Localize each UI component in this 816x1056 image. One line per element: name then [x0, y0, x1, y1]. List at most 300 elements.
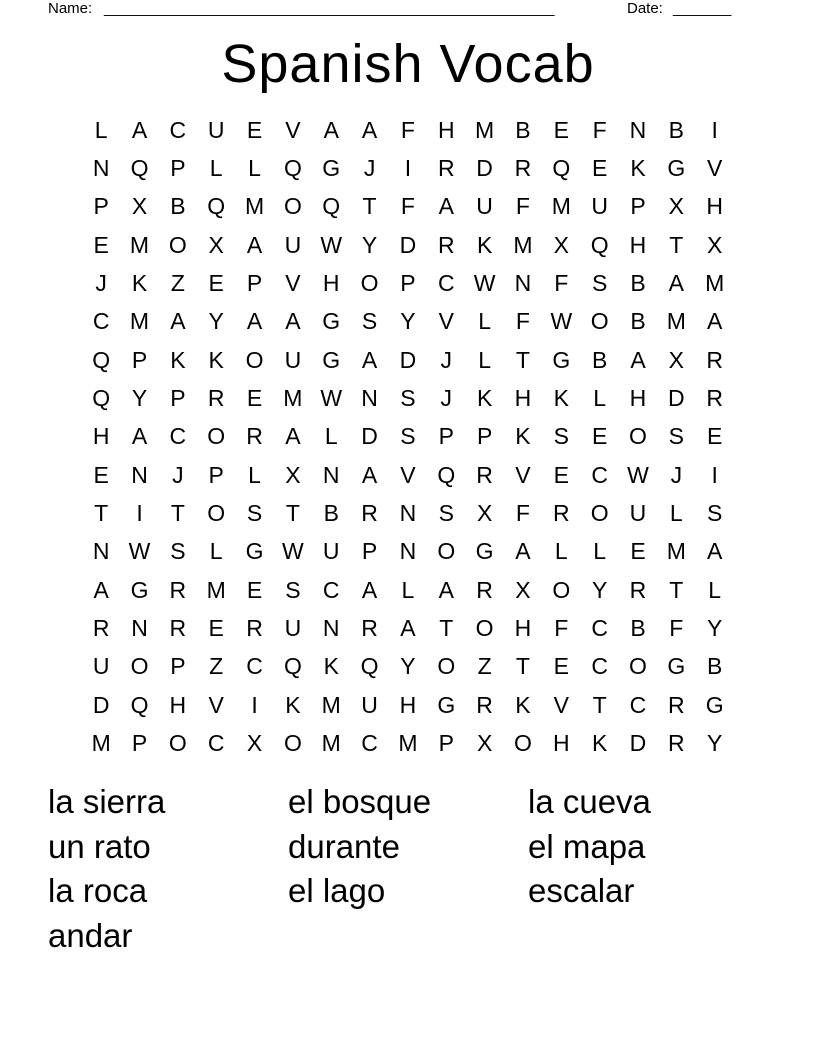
- grid-letter[interactable]: E: [246, 385, 263, 412]
- grid-letter[interactable]: N: [399, 500, 417, 527]
- grid-letter[interactable]: C: [591, 461, 608, 488]
- grid-letter[interactable]: M: [129, 231, 150, 258]
- grid-letter[interactable]: P: [438, 423, 454, 450]
- grid-letter[interactable]: Q: [322, 193, 341, 220]
- grid-letter[interactable]: O: [207, 500, 226, 527]
- grid-letter[interactable]: E: [553, 116, 569, 143]
- grid-letter[interactable]: K: [323, 653, 339, 680]
- grid-letter[interactable]: E: [246, 116, 263, 143]
- grid-letter[interactable]: A: [438, 193, 454, 220]
- grid-letter[interactable]: I: [404, 155, 412, 182]
- grid-letter[interactable]: O: [360, 270, 379, 297]
- grid-letter[interactable]: R: [169, 576, 187, 603]
- grid-letter[interactable]: P: [131, 730, 148, 757]
- grid-letter[interactable]: Q: [360, 653, 379, 680]
- grid-letter[interactable]: G: [667, 653, 686, 680]
- grid-letter[interactable]: E: [93, 231, 109, 258]
- grid-letter[interactable]: X: [131, 193, 148, 220]
- word-list-item: escalar: [528, 872, 635, 909]
- grid-letter[interactable]: R: [476, 576, 493, 603]
- grid-letter[interactable]: L: [593, 385, 607, 412]
- grid-letter[interactable]: C: [629, 691, 647, 718]
- grid-letter[interactable]: M: [206, 576, 226, 603]
- grid-letter[interactable]: X: [285, 461, 301, 488]
- grid-letter[interactable]: C: [591, 615, 608, 642]
- grid-letter[interactable]: T: [94, 500, 109, 527]
- grid-letter[interactable]: X: [553, 231, 569, 258]
- grid-letter[interactable]: E: [208, 270, 224, 297]
- grid-letter[interactable]: B: [707, 653, 723, 680]
- grid-letter[interactable]: R: [437, 155, 455, 182]
- grid-letter[interactable]: O: [629, 653, 647, 680]
- grid-letter[interactable]: J: [363, 155, 376, 182]
- grid-letter[interactable]: M: [398, 730, 418, 757]
- grid-letter[interactable]: K: [285, 691, 301, 718]
- grid-letter[interactable]: K: [170, 346, 186, 373]
- grid-letter[interactable]: S: [438, 500, 454, 527]
- grid-letter[interactable]: P: [93, 193, 109, 220]
- grid-letter[interactable]: O: [283, 193, 302, 220]
- grid-letter[interactable]: M: [91, 730, 111, 757]
- grid-letter[interactable]: U: [322, 538, 340, 565]
- grid-letter[interactable]: R: [207, 385, 225, 412]
- grid-letter[interactable]: M: [513, 231, 533, 258]
- grid-letter[interactable]: H: [437, 116, 455, 143]
- grid-letter[interactable]: U: [591, 193, 608, 220]
- grid-letter[interactable]: D: [668, 385, 685, 412]
- grid-letter[interactable]: M: [666, 308, 686, 335]
- grid-letter[interactable]: H: [514, 615, 532, 642]
- grid-letter[interactable]: G: [322, 308, 341, 335]
- grid-letter[interactable]: T: [669, 576, 684, 603]
- grid-letter[interactable]: L: [324, 423, 338, 450]
- grid-letter[interactable]: H: [552, 730, 570, 757]
- grid-letter[interactable]: A: [131, 423, 148, 450]
- grid-letter[interactable]: C: [437, 270, 455, 297]
- grid-letter[interactable]: V: [438, 308, 454, 335]
- grid-letter[interactable]: M: [321, 691, 341, 718]
- grid-letter[interactable]: P: [170, 385, 186, 412]
- grid-letter[interactable]: O: [168, 231, 187, 258]
- grid-letter[interactable]: G: [130, 576, 149, 603]
- grid-letter[interactable]: Y: [208, 308, 224, 335]
- grid-letter[interactable]: O: [283, 730, 302, 757]
- grid-letter[interactable]: R: [668, 730, 685, 757]
- grid-letter[interactable]: E: [208, 615, 224, 642]
- grid-letter[interactable]: B: [630, 615, 646, 642]
- grid-letter[interactable]: L: [708, 576, 722, 603]
- grid-letter[interactable]: L: [554, 538, 568, 565]
- grid-letter[interactable]: Y: [591, 576, 608, 603]
- grid-letter[interactable]: N: [92, 155, 110, 182]
- grid-letter[interactable]: Y: [707, 615, 723, 642]
- grid-letter[interactable]: F: [400, 193, 415, 220]
- grid-letter[interactable]: A: [361, 346, 378, 373]
- grid-letter[interactable]: X: [707, 231, 723, 258]
- grid-letter[interactable]: F: [515, 308, 530, 335]
- grid-letter[interactable]: R: [552, 500, 570, 527]
- grid-letter[interactable]: R: [246, 423, 263, 450]
- grid-letter[interactable]: S: [591, 270, 608, 297]
- grid-letter[interactable]: M: [244, 193, 265, 220]
- grid-letter[interactable]: T: [285, 500, 300, 527]
- name-label: Name:: [48, 0, 93, 17]
- grid-letter[interactable]: S: [707, 500, 723, 527]
- grid-letter[interactable]: W: [282, 538, 304, 565]
- grid-letter[interactable]: P: [246, 270, 263, 297]
- grid-letter[interactable]: O: [437, 653, 456, 680]
- grid-letter[interactable]: N: [399, 538, 417, 565]
- grid-letter[interactable]: D: [92, 691, 110, 718]
- grid-letter[interactable]: B: [515, 116, 531, 143]
- grid-letter[interactable]: L: [209, 538, 223, 565]
- grid-letter[interactable]: M: [129, 308, 150, 335]
- grid-letter[interactable]: O: [514, 730, 532, 757]
- grid-letter[interactable]: A: [246, 308, 263, 335]
- grid-letter[interactable]: M: [321, 730, 341, 757]
- grid-letter[interactable]: D: [361, 423, 378, 450]
- grid-letter[interactable]: A: [323, 116, 339, 143]
- grid-letter[interactable]: R: [706, 346, 723, 373]
- grid-letter[interactable]: Q: [207, 193, 226, 220]
- grid-letter[interactable]: Y: [707, 730, 723, 757]
- grid-letter[interactable]: U: [284, 346, 302, 373]
- grid-row: [82, 264, 734, 302]
- grid-letter[interactable]: H: [322, 270, 340, 297]
- grid-letter[interactable]: X: [515, 576, 531, 603]
- grid-letter[interactable]: P: [208, 461, 224, 488]
- grid-letter[interactable]: K: [476, 231, 493, 258]
- grid-letter[interactable]: E: [591, 423, 608, 450]
- grid-letter[interactable]: Z: [209, 653, 224, 680]
- grid-letter[interactable]: N: [629, 116, 647, 143]
- grid-letter[interactable]: K: [515, 691, 531, 718]
- grid-letter[interactable]: Y: [131, 385, 148, 412]
- grid-letter[interactable]: R: [629, 576, 647, 603]
- grid-letter[interactable]: C: [322, 576, 340, 603]
- grid-letter[interactable]: L: [248, 461, 261, 488]
- date-label: Date:: [627, 0, 663, 17]
- grid-letter[interactable]: O: [168, 730, 187, 757]
- grid-letter[interactable]: A: [630, 346, 646, 373]
- grid-letter[interactable]: J: [172, 461, 184, 488]
- grid-letter[interactable]: F: [515, 193, 530, 220]
- grid-letter[interactable]: K: [515, 423, 531, 450]
- grid-letter[interactable]: S: [170, 538, 186, 565]
- grid-letter[interactable]: Q: [283, 653, 302, 680]
- grid-letter[interactable]: O: [590, 308, 609, 335]
- grid-letter[interactable]: U: [284, 615, 302, 642]
- grid-letter[interactable]: Q: [130, 691, 149, 718]
- grid-letter[interactable]: W: [320, 231, 343, 258]
- grid-letter[interactable]: R: [706, 385, 723, 412]
- grid-letter[interactable]: F: [669, 615, 684, 642]
- grid-letter[interactable]: G: [245, 538, 264, 565]
- grid-letter[interactable]: K: [476, 385, 493, 412]
- grid-letter[interactable]: A: [400, 615, 416, 642]
- grid-letter[interactable]: M: [551, 193, 571, 220]
- grid-letter[interactable]: R: [92, 615, 110, 642]
- grid-letter[interactable]: A: [170, 308, 186, 335]
- grid-letter[interactable]: F: [400, 116, 415, 143]
- grid-letter[interactable]: Z: [170, 270, 185, 297]
- grid-letter[interactable]: D: [476, 155, 493, 182]
- grid-letter[interactable]: E: [630, 538, 646, 565]
- grid-letter[interactable]: C: [92, 308, 110, 335]
- grid-letter[interactable]: Y: [400, 653, 416, 680]
- grid-letter[interactable]: V: [285, 116, 301, 143]
- grid-letter[interactable]: H: [629, 231, 647, 258]
- grid-letter[interactable]: L: [94, 116, 108, 143]
- grid-letter[interactable]: V: [208, 691, 224, 718]
- grid-letter[interactable]: A: [361, 116, 378, 143]
- grid-letter[interactable]: C: [169, 116, 187, 143]
- grid-letter[interactable]: S: [285, 576, 301, 603]
- grid-letter[interactable]: R: [361, 500, 378, 527]
- grid-letter[interactable]: T: [669, 231, 684, 258]
- grid-letter[interactable]: T: [515, 346, 530, 373]
- grid-letter[interactable]: X: [476, 730, 493, 757]
- grid-letter[interactable]: M: [705, 270, 725, 297]
- grid-letter[interactable]: L: [478, 346, 491, 373]
- grid-letter[interactable]: R: [668, 691, 685, 718]
- grid-letter[interactable]: S: [361, 308, 378, 335]
- grid-letter[interactable]: G: [322, 155, 341, 182]
- grid-letter[interactable]: C: [207, 730, 225, 757]
- grid-letter[interactable]: I: [251, 691, 258, 718]
- word-list-item: el mapa: [528, 827, 646, 865]
- grid-letter[interactable]: V: [400, 461, 416, 488]
- grid-row: [82, 609, 734, 647]
- grid-letter[interactable]: F: [592, 116, 607, 143]
- grid-letter[interactable]: O: [437, 538, 456, 565]
- grid-letter[interactable]: L: [593, 538, 607, 565]
- grid-letter[interactable]: L: [669, 500, 683, 527]
- grid-letter[interactable]: E: [553, 653, 569, 680]
- grid-letter[interactable]: O: [207, 423, 226, 450]
- grid-letter[interactable]: X: [246, 730, 263, 757]
- grid-letter[interactable]: R: [169, 615, 187, 642]
- grid-letter[interactable]: E: [707, 423, 723, 450]
- grid-letter[interactable]: N: [131, 461, 148, 488]
- grid-letter[interactable]: P: [438, 730, 454, 757]
- grid-letter[interactable]: C: [591, 653, 608, 680]
- grid-letter[interactable]: Y: [400, 308, 416, 335]
- grid-letter[interactable]: W: [320, 385, 343, 412]
- grid-letter[interactable]: U: [629, 500, 647, 527]
- grid-letter[interactable]: B: [630, 308, 646, 335]
- grid-letter[interactable]: B: [323, 500, 339, 527]
- grid-letter[interactable]: N: [514, 270, 532, 297]
- grid-letter[interactable]: M: [475, 116, 495, 143]
- grid-letter[interactable]: P: [630, 193, 646, 220]
- grid-letter[interactable]: J: [95, 270, 107, 297]
- grid-letter[interactable]: V: [515, 461, 531, 488]
- grid-letter[interactable]: Q: [437, 461, 456, 488]
- grid-letter[interactable]: G: [322, 346, 341, 373]
- grid-letter[interactable]: I: [136, 500, 143, 527]
- grid-letter[interactable]: A: [707, 538, 723, 565]
- grid-letter[interactable]: X: [668, 193, 684, 220]
- grid-letter[interactable]: O: [130, 653, 149, 680]
- grid-letter[interactable]: C: [246, 653, 263, 680]
- grid-letter[interactable]: J: [670, 461, 683, 488]
- grid-letter[interactable]: R: [361, 615, 378, 642]
- grid-letter[interactable]: X: [208, 231, 224, 258]
- grid-letter[interactable]: H: [629, 385, 647, 412]
- grid-letter[interactable]: S: [400, 423, 416, 450]
- grid-letter[interactable]: H: [399, 691, 417, 718]
- grid-letter[interactable]: N: [131, 615, 148, 642]
- grid-letter[interactable]: T: [515, 653, 530, 680]
- grid-letter[interactable]: R: [437, 231, 455, 258]
- grid-letter[interactable]: K: [131, 270, 148, 297]
- grid-letter[interactable]: W: [627, 461, 649, 488]
- grid-letter[interactable]: N: [361, 385, 378, 412]
- grid-letter[interactable]: X: [476, 500, 493, 527]
- grid-letter[interactable]: A: [668, 270, 684, 297]
- page-title: Spanish Vocab: [221, 34, 595, 94]
- grid-letter[interactable]: S: [668, 423, 684, 450]
- grid-letter[interactable]: S: [246, 500, 263, 527]
- grid-letter[interactable]: Q: [283, 155, 302, 182]
- grid-letter[interactable]: H: [92, 423, 110, 450]
- grid-letter[interactable]: S: [553, 423, 569, 450]
- grid-letter[interactable]: C: [169, 423, 187, 450]
- grid-letter[interactable]: A: [361, 461, 378, 488]
- grid-letter[interactable]: P: [400, 270, 416, 297]
- grid-letter[interactable]: L: [478, 308, 491, 335]
- grid-letter[interactable]: P: [170, 155, 186, 182]
- grid-letter[interactable]: R: [476, 691, 493, 718]
- grid-letter[interactable]: U: [92, 653, 110, 680]
- grid-letter[interactable]: Y: [361, 231, 378, 258]
- grid-letter[interactable]: O: [552, 576, 571, 603]
- word-list-item: la cueva: [528, 783, 651, 820]
- grid-letter[interactable]: W: [550, 308, 573, 335]
- grid-letter[interactable]: P: [476, 423, 493, 450]
- grid-letter[interactable]: A: [246, 231, 263, 258]
- grid-letter[interactable]: N: [92, 538, 110, 565]
- grid-letter[interactable]: P: [170, 653, 186, 680]
- grid-letter[interactable]: T: [170, 500, 185, 527]
- grid-letter[interactable]: L: [248, 155, 261, 182]
- grid-letter[interactable]: E: [591, 155, 608, 182]
- grid-letter[interactable]: A: [361, 576, 378, 603]
- grid-letter[interactable]: B: [668, 116, 684, 143]
- grid-letter[interactable]: Q: [552, 155, 571, 182]
- grid-letter[interactable]: R: [246, 615, 263, 642]
- grid-letter[interactable]: A: [131, 116, 148, 143]
- date-field-line[interactable]: _______: [673, 0, 732, 17]
- grid-letter[interactable]: T: [362, 193, 377, 220]
- grid-letter[interactable]: U: [207, 116, 225, 143]
- grid-letter[interactable]: P: [361, 538, 378, 565]
- grid-letter[interactable]: E: [93, 461, 109, 488]
- grid-letter[interactable]: B: [630, 270, 646, 297]
- grid-letter[interactable]: V: [285, 270, 301, 297]
- grid-letter[interactable]: A: [285, 423, 301, 450]
- grid-letter[interactable]: Q: [92, 385, 111, 412]
- grid-letter[interactable]: K: [591, 730, 608, 757]
- grid-letter[interactable]: D: [629, 730, 647, 757]
- grid-letter[interactable]: O: [245, 346, 264, 373]
- grid-letter[interactable]: D: [399, 231, 417, 258]
- name-field-line[interactable]: ______________________________________________________: [104, 0, 555, 17]
- grid-letter[interactable]: A: [438, 576, 454, 603]
- grid-letter[interactable]: Q: [130, 155, 149, 182]
- grid-letter[interactable]: T: [439, 615, 454, 642]
- grid-letter[interactable]: U: [361, 691, 378, 718]
- grid-letter[interactable]: P: [131, 346, 148, 373]
- grid-letter[interactable]: Q: [92, 346, 111, 373]
- grid-letter[interactable]: W: [473, 270, 496, 297]
- grid-letter[interactable]: U: [476, 193, 493, 220]
- grid-letter[interactable]: R: [476, 461, 493, 488]
- grid-row: [82, 341, 734, 379]
- grid-letter[interactable]: V: [553, 691, 569, 718]
- grid-letter[interactable]: A: [515, 538, 531, 565]
- grid-letter[interactable]: I: [711, 116, 718, 143]
- grid-letter[interactable]: O: [590, 500, 609, 527]
- grid-letter[interactable]: G: [667, 155, 686, 182]
- grid-letter[interactable]: G: [552, 346, 571, 373]
- grid-letter[interactable]: X: [668, 346, 684, 373]
- grid-letter[interactable]: B: [591, 346, 608, 373]
- grid-letter[interactable]: A: [285, 308, 301, 335]
- grid-letter[interactable]: G: [475, 538, 494, 565]
- grid-letter[interactable]: U: [284, 231, 302, 258]
- grid-letter[interactable]: M: [666, 538, 686, 565]
- grid-letter[interactable]: I: [711, 461, 718, 488]
- grid-letter[interactable]: H: [169, 691, 187, 718]
- grid-letter[interactable]: N: [322, 461, 340, 488]
- grid-letter[interactable]: R: [514, 155, 532, 182]
- grid-letter[interactable]: B: [170, 193, 186, 220]
- grid-letter[interactable]: V: [707, 155, 723, 182]
- grid-letter[interactable]: K: [208, 346, 224, 373]
- grid-letter[interactable]: O: [475, 615, 494, 642]
- grid-letter[interactable]: L: [209, 155, 223, 182]
- grid-letter[interactable]: O: [629, 423, 647, 450]
- grid-letter[interactable]: C: [361, 730, 378, 757]
- grid-letter[interactable]: F: [554, 615, 569, 642]
- grid-letter[interactable]: J: [440, 385, 453, 412]
- grid-letter[interactable]: T: [592, 691, 607, 718]
- grid-letter[interactable]: S: [400, 385, 416, 412]
- grid-letter[interactable]: G: [437, 691, 456, 718]
- grid-letter[interactable]: Z: [477, 653, 492, 680]
- grid-letter[interactable]: D: [399, 346, 417, 373]
- grid-letter[interactable]: M: [283, 385, 303, 412]
- grid-letter[interactable]: H: [514, 385, 532, 412]
- grid-letter[interactable]: A: [707, 308, 723, 335]
- grid-letter[interactable]: J: [440, 346, 453, 373]
- grid-letter[interactable]: N: [322, 615, 340, 642]
- grid-letter[interactable]: W: [128, 538, 151, 565]
- grid-letter[interactable]: G: [705, 691, 724, 718]
- grid-letter[interactable]: Q: [590, 231, 609, 258]
- grid-letter[interactable]: A: [93, 576, 109, 603]
- grid-letter[interactable]: L: [401, 576, 415, 603]
- grid-letter[interactable]: E: [246, 576, 263, 603]
- grid-letter[interactable]: F: [515, 500, 530, 527]
- grid-letter[interactable]: K: [630, 155, 646, 182]
- grid-letter[interactable]: K: [553, 385, 569, 412]
- grid-letter[interactable]: E: [553, 461, 569, 488]
- grid-letter[interactable]: F: [554, 270, 569, 297]
- grid-letter[interactable]: H: [706, 193, 723, 220]
